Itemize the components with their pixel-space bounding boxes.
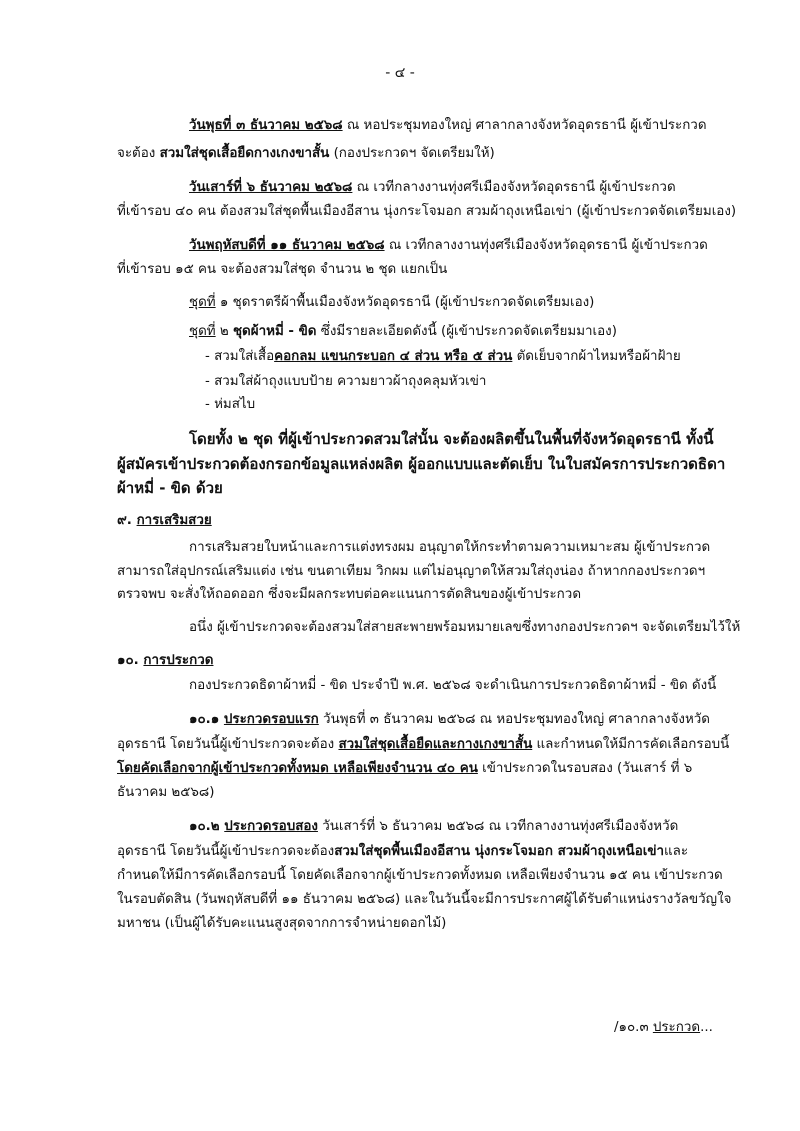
round2-line5: มหาชน (เป็นผู้ได้รับคะแนนสูงสุดจากการจำหน่ายดอกไม้) [117,916,447,931]
continuation-footer [614,1018,713,1038]
schedule-day3-line2: ที่เข้ารอบ ๑๕ คน จะต้องสวมใส่ชุด จำนวน ๒ ชุด แยกเป็น [117,262,448,277]
section9-para1-line2: สามารถใส่อุปกรณ์เสริมแต่ง เช่น ขนตาเทียม วิกผม แต่ไม่อนุญาตให้สวมใส่ถุงน่อง ถ้าหากกองประกวดฯ [117,564,706,579]
section10-heading [117,651,213,671]
round1-line4: ธันวาคม ๒๕๖๘) [117,785,215,800]
section9-para2: อนึ่ง ผู้เข้าประกวดจะต้องสวมใส่สายสะพายพร้อมหมายเลขซึ่งทางกองประกวดฯ จะจัดเตรียมไว้ให้ [189,620,741,635]
round1-text4: เข้าประกวดในรอบสอง (วันเสาร์ ที่ ๖ [477,761,693,776]
round2-dress: สวมใส่ชุดพื้นเมืองอีสาน นุ่งกระโจมอก สวมผ้าถุงเหนือเข่า [334,844,664,859]
round2-text3: และ [664,844,689,859]
outfit-set2-title: ชุดผ้าหมี่ - ขิด [232,324,317,339]
outfit-bullet1-rest: ตัดเย็บจากผ้าไหมหรือผ้าฝ้าย [512,349,681,364]
outfit-bullet1 [205,347,681,367]
section9-title: การเสริมสวย [136,513,212,528]
round1-dress: สวมใส่ชุดเสื้อยืดและกางเกงขาสั้น [338,737,533,752]
round2-line4: ในรอบตัดสิน (วันพฤหัสบดีที่ ๑๑ ธันวาคม ๒๕๖๘) และในวันนี้จะมีการประกาศผู้ได้รับตำแหน่งรางวัลขวัญใจ [117,892,732,907]
round2-number: ๑๐.๒ [189,819,225,834]
schedule-day3-line1 [189,236,708,256]
schedule-day1-line1 [189,116,707,136]
round1-title: ประกวดรอบแรก [223,712,319,727]
section10-intro: กองประกวดธิดาผ้าหมี่ - ขิด ประจำปี พ.ศ. ๒๕๖๘ จะดำเนินการประกวดธิดาผ้าหมี่ - ขิด ดังนี้ [189,678,717,693]
section9-heading [117,511,212,531]
outfit-bullet1-text: - สวมใส่เสื้อ [205,349,275,364]
schedule-day1-text: ณ หอประชุมทองใหญ่ ศาลากลางจังหวัดอุดรธานี ผู้เข้าประกวด [342,118,707,133]
round1-number: ๑๐.๑ [189,712,224,727]
continuation-label: ประกวด [652,1020,701,1035]
outfit-bullet3: - ห่มสไบ [205,397,256,412]
outfit-set2-label: ชุดที่ [189,324,216,339]
outfit-set2-text: ซึ่งมีรายละเอียดดังนี้ (ผู้เข้าประกวดจัดเตรียมมาเอง) [316,324,617,339]
section10-title: การประกวด [143,653,214,668]
round2-title: ประกวดรอบสอง [224,819,318,834]
round2-line3: กำหนดให้มีการคัดเลือกรอบนี้ โดยคัดเลือกจากผู้เข้าประกวดทั้งหมด เหลือเพียงจำนวน ๑๕ คน เข้าประกวด [117,868,723,883]
schedule-day2-text: ณ เวทีกลางงานทุ่งศรีเมืองจังหวัดอุดรธานี ผู้เข้าประกวด [352,180,676,195]
section9-number: ๙. [117,513,137,528]
outfit-set1 [189,293,594,313]
schedule-day1-date: วันพุธที่ ๓ ธันวาคม ๒๕๖๘ [189,118,343,133]
page-number: - ๔ - [385,65,415,81]
outfit-set2-number: ๒ [215,324,233,339]
schedule-day2-date: วันเสาร์ที่ ๖ ธันวาคม ๒๕๖๘ [189,180,353,195]
continuation-number: /๑๐.๓ [614,1020,653,1035]
section9-para1-line3: ตรวจพบ จะสั่งให้ถอดออก ซึ่งจะมีผลกระทบต่อคะแนนการตัดสินของผู้เข้าประกวด [117,587,582,602]
round1-text3: และกำหนดให้มีการคัดเลือกรอบนี้ [532,737,730,752]
outfit-set1-text: ๑ ชุดราตรีผ้าพื้นเมืองจังหวัดอุดรธานี (ผู้เข้าประกวดจัดเตรียมเอง) [215,295,595,310]
schedule-day1-text2: จะต้อง [117,146,160,161]
continuation-ellipsis: ... [700,1020,713,1035]
schedule-day3-date: วันพฤหัสบดีที่ ๑๑ ธันวาคม ๒๕๖๘ [189,238,385,253]
round1-selection: โดยคัดเลือกจากผู้เข้าประกวดทั้งหมด เหลือเพียงจำนวน ๔๐ คน [117,761,478,776]
production-note-line2: ผู้สมัครเข้าประกวดต้องกรอกข้อมูลแหล่งผลิต ผู้ออกแบบและตัดเย็บ ในใบสมัครการประกวดธิดา [117,455,726,473]
section9-para1-line1: การเสริมสวยใบหน้าและการแต่งทรงผม อนุญาตให้กระทำตามความเหมาะสม ผู้เข้าประกวด [189,540,711,555]
schedule-day1-line2 [117,144,495,164]
production-note-line3: ผ้าหมี่ - ขิด ด้วย [117,479,223,497]
round1-line2 [117,735,729,755]
outfit-set1-label: ชุดที่ [189,295,216,310]
outfit-set2 [189,322,617,342]
round2-text: วันเสาร์ที่ ๖ ธันวาคม ๒๕๖๘ ณ เวทีกลางงานทุ่งศรีเมืองจังหวัด [317,819,679,834]
round2-line2 [117,842,688,862]
outfit-bullet1-emphasis: คอกลม แขนกระบอก ๔ ส่วน หรือ ๕ ส่วน [274,349,513,364]
round1-text2: อุดรธานี โดยวันนี้ผู้เข้าประกวดจะต้อง [117,737,339,752]
outfit-bullet2: - สวมใส่ผ้าถุงแบบป้าย ความยาวผ้าถุงคลุมหัวเข่า [205,374,487,389]
production-note-line1: โดยทั้ง ๒ ชุด ที่ผู้เข้าประกวดสวมใส่นั้น จะต้องผลิตขึ้นในพื้นที่จังหวัดอุดรธานี ทั้งนี้ [189,430,714,448]
schedule-day1-note: (กองประกวดฯ จัดเตรียมให้) [329,146,495,161]
schedule-day2-line2: ที่เข้ารอบ ๔๐ คน ต้องสวมใส่ชุดพื้นเมืองอีสาน นุ่งกระโจมอก สวมผ้าถุงเหนือเข่า (ผู้เข้าประกวดจัดเตรียมเอง) [117,204,737,219]
round1-line1 [189,710,710,730]
round2-text2: อุดรธานี โดยวันนี้ผู้เข้าประกวดจะต้อง [117,844,335,859]
round1-text: วันพุธที่ ๓ ธันวาคม ๒๕๖๘ ณ หอประชุมทองใหญ่ ศาลากลางจังหวัด [318,712,711,727]
round2-line1 [189,817,678,837]
schedule-day2-line1 [189,178,676,198]
round1-line3 [117,759,692,779]
schedule-day1-dress: สวมใส่ชุดเสื้อยืดกางเกงขาสั้น [159,146,330,161]
schedule-day3-text: ณ เวทีกลางงานทุ่งศรีเมืองจังหวัดอุดรธานี ผู้เข้าประกวด [384,238,708,253]
section10-number: ๑๐. [117,653,144,668]
